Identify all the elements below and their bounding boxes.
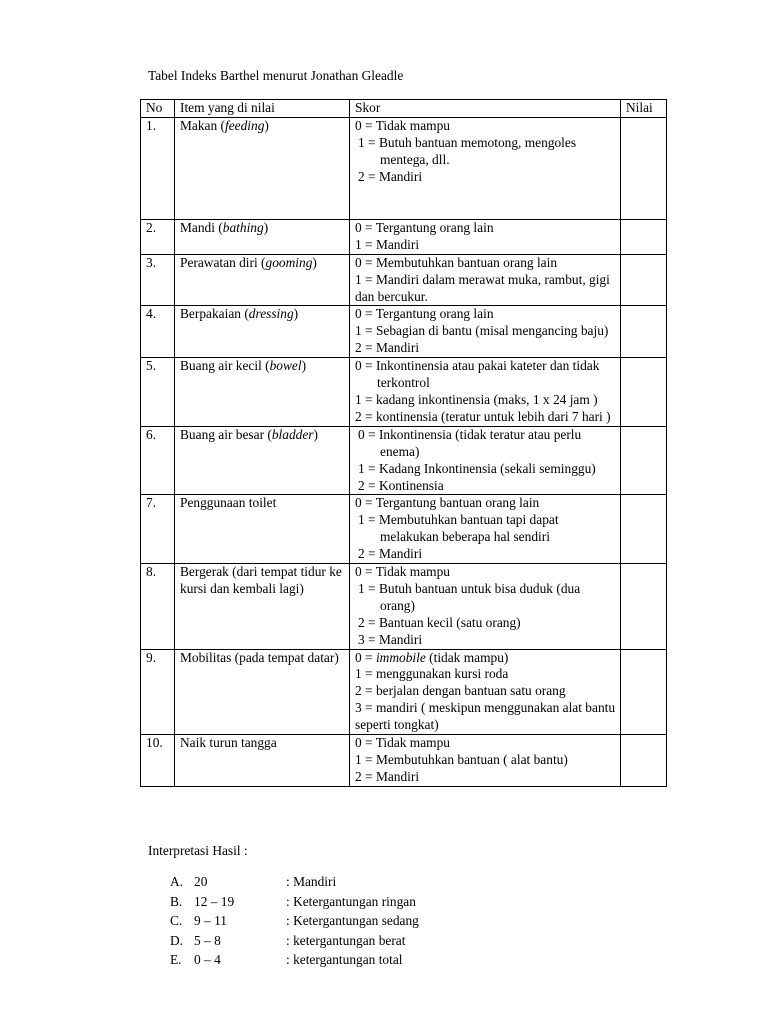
skor-line: 1 = Butuh bantuan untuk bisa duduk (dua orang) <box>358 580 581 613</box>
row-skor <box>350 358 621 427</box>
skor-line: 0 = Membutuhkan bantuan orang lain <box>355 254 558 270</box>
list-letter: C. <box>170 913 183 929</box>
skor-line: 0 = Tergantung orang lain <box>355 306 494 322</box>
row-nilai <box>621 358 667 427</box>
list-item <box>170 874 419 894</box>
skor-line: 2 = Mandiri <box>358 546 423 562</box>
row-nilai <box>621 117 667 219</box>
row-no: 3. <box>141 254 175 306</box>
row-skor <box>350 426 621 495</box>
skor-line: 1 = Kadang Inkontinensia (sekali seminggu) <box>358 460 596 476</box>
skor-line: 0 = Tidak mampu <box>355 564 450 580</box>
skor-line: 0 = Inkontinensia (tidak teratur atau perlu enema) <box>358 426 582 459</box>
skor-line: 0 = Tidak mampu <box>355 117 450 133</box>
row-nilai <box>621 735 667 787</box>
score-range: 0 – 4 <box>194 952 221 968</box>
row-item: Perawatan diri (gooming) <box>175 254 350 306</box>
row-skor <box>350 649 621 735</box>
score-range: 12 – 19 <box>194 893 235 909</box>
table-row <box>141 564 667 650</box>
row-item: Mandi (bathing) <box>175 219 350 254</box>
list-letter: E. <box>170 952 182 968</box>
skor-line: 1 = Membutuhkan bantuan ( alat bantu) <box>355 752 568 767</box>
score-range: 5 – 8 <box>194 932 221 948</box>
skor-line: 1 = Sebagian di bantu (misal mengancing baju) <box>355 323 609 339</box>
skor-line: 1 = Membutuhkan bantuan tapi dapat melakukan beberapa hal sendiri <box>358 512 559 545</box>
skor-line: 0 = Inkontinensia atau pakai kateter dan tidak terkontrol <box>355 358 600 391</box>
skor-line: 2 = Mandiri <box>355 768 420 784</box>
row-no: 9. <box>141 649 175 735</box>
row-nilai <box>621 254 667 306</box>
skor-line: 0 = Tergantung bantuan orang lain <box>355 495 540 511</box>
row-nilai <box>621 564 667 650</box>
skor-line: 2 = Kontinensia <box>358 477 444 493</box>
skor-line: 2 = berjalan dengan bantuan satu orang <box>355 683 566 699</box>
row-no: 5. <box>141 358 175 427</box>
list-letter: D. <box>170 932 184 948</box>
skor-line: 0 = Tidak mampu <box>355 735 450 751</box>
table-row <box>141 219 667 254</box>
row-no: 2. <box>141 219 175 254</box>
table-row <box>141 735 667 787</box>
row-nilai <box>621 219 667 254</box>
row-nilai <box>621 426 667 495</box>
row-nilai <box>621 306 667 358</box>
row-no: 6. <box>141 426 175 495</box>
skor-line: 2 = kontinensia (teratur untuk lebih dari 7 hari ) <box>355 408 611 424</box>
skor-line: 2 = Mandiri <box>358 168 423 184</box>
skor-line: 2 = Bantuan kecil (satu orang) <box>358 614 521 630</box>
header-item: Item yang di nilai <box>175 100 350 118</box>
row-nilai <box>621 495 667 564</box>
row-skor <box>350 495 621 564</box>
skor-line: 0 = immobile (tidak mampu) <box>355 649 509 665</box>
skor-line: 1 = Mandiri dalam merawat muka, rambut, gigi dan bercukur. <box>355 271 610 304</box>
skor-line: 3 = Mandiri <box>358 631 423 647</box>
row-item: Bergerak (dari tempat tidur ke kursi dan kembali lagi) <box>175 564 350 650</box>
row-skor <box>350 735 621 787</box>
list-letter: A. <box>170 874 184 889</box>
interpretation-list <box>170 874 419 972</box>
row-item: Buang air besar (bladder) <box>175 426 350 495</box>
skor-line: 2 = Mandiri <box>355 340 420 356</box>
row-no: 1. <box>141 117 175 219</box>
row-no: 4. <box>141 306 175 358</box>
skor-line: 1 = kadang inkontinensia (maks, 1 x 24 jam ) <box>355 391 598 407</box>
list-item <box>170 894 419 914</box>
interpretation-label: : Mandiri <box>286 874 337 889</box>
table-row <box>141 649 667 735</box>
table-row <box>141 495 667 564</box>
table-row <box>141 358 667 427</box>
list-item <box>170 933 419 953</box>
row-item: Naik turun tangga <box>175 735 350 787</box>
row-skor <box>350 117 621 219</box>
score-range: 9 – 11 <box>194 913 227 929</box>
row-nilai <box>621 649 667 735</box>
barthel-index-table <box>140 99 667 787</box>
list-letter: B. <box>170 893 183 909</box>
skor-line: 1 = menggunakan kursi roda <box>355 666 509 682</box>
row-item: Buang air kecil (bowel) <box>175 358 350 427</box>
table-row <box>141 254 667 306</box>
header-nilai: Nilai <box>621 100 667 118</box>
row-no: 8. <box>141 564 175 650</box>
row-skor <box>350 564 621 650</box>
interpretation-label: : Ketergantungan ringan <box>286 893 416 909</box>
row-no: 7. <box>141 495 175 564</box>
header-no: No <box>141 100 175 118</box>
skor-line: 1 = Butuh bantuan memotong, mengoles mentega, dll. <box>358 134 577 167</box>
row-item: Mobilitas (pada tempat datar) <box>175 649 350 735</box>
row-item: Makan (feeding) <box>175 117 350 219</box>
row-skor <box>350 219 621 254</box>
row-no: 10. <box>141 735 175 787</box>
row-skor <box>350 254 621 306</box>
skor-line: 3 = mandiri ( meskipun menggunakan alat bantu seperti tongkat) <box>355 700 616 733</box>
skor-line: 0 = Tergantung orang lain <box>355 219 494 235</box>
interpretation-label: : ketergantungan berat <box>286 932 406 948</box>
interpretation-title: Interpretasi Hasil : <box>148 843 248 858</box>
page-title: Tabel Indeks Barthel menurut Jonathan Gleadle <box>148 68 404 83</box>
header-skor: Skor <box>350 100 621 118</box>
row-skor <box>350 306 621 358</box>
table-row <box>141 306 667 358</box>
score-range: 20 <box>194 874 208 889</box>
table-row <box>141 117 667 219</box>
skor-line: 1 = Mandiri <box>355 236 420 252</box>
table-row <box>141 426 667 495</box>
interpretation-label: : Ketergantungan sedang <box>286 913 419 929</box>
row-item: Penggunaan toilet <box>175 495 350 564</box>
row-item: Berpakaian (dressing) <box>175 306 350 358</box>
table-header-row <box>141 100 667 118</box>
list-item <box>170 913 419 933</box>
list-item <box>170 952 419 972</box>
interpretation-label: : ketergantungan total <box>286 952 403 968</box>
